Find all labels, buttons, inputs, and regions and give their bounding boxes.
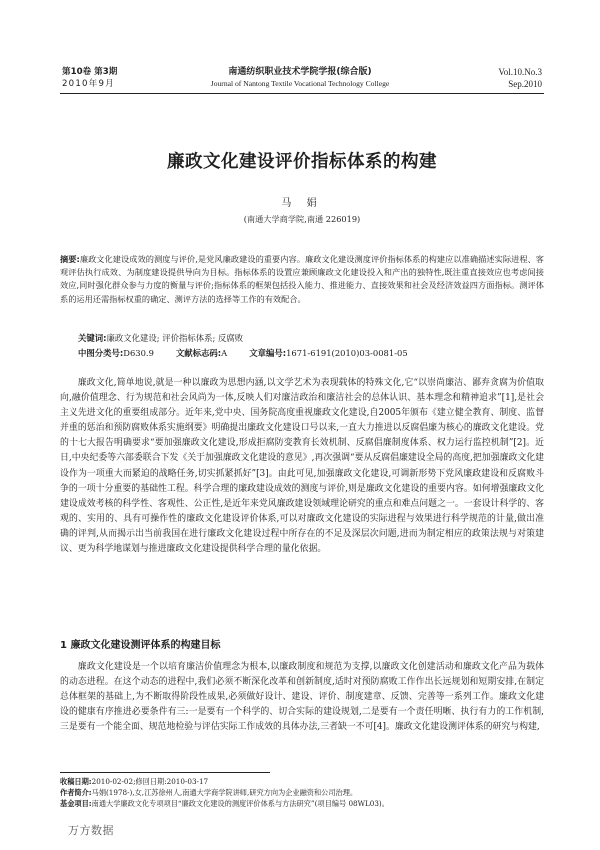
- article-number-value: 1671-6191(2010)03-0081-05: [286, 348, 408, 358]
- journal-name-en: Journal of Nantong Textile Vocational Technology College: [210, 79, 390, 88]
- paragraph-text: 廉政文化,简单地说,就是一种以廉政为思想内涵,以文学艺术为表现载体的特殊文化,它“以崇尚廉洁、鄙弃贪腐为价值取向,融价值理念、行为规范和社会风尚为一体,反映人们对廉洁政治和廉洁社会的总体认识、基本理念和精神追求”[1],是社会主义先进文化的重要组成部分。近年来,党中央、国务院高度重视廉政文化建设,自2005年颁布《建立健全教育、制度、监督并重的惩治和预防腐败体系实施纲要》明确提出廉政文化建设口号以来,一直大力推进以反腐倡廉为核心的廉政文化建设。党的十七大报告明确要求“要加强廉政文化建设,形成拒腐防变教育长效机制、反腐倡廉制度体系、权力运行监控机制”[2]。近日,中央纪委等六部委联合下发《关于加强廉政文化建设的意见》,再次强调“要从反腐倡廉建设全局的高度,把加强廉政文化建设作为一项重大而紧迫的战略任务,切实抓紧抓好”[3]。由此可见,加强廉政文化建设,可调新形势下党风廉政建设和反腐败斗争的一项十分重要的基础性工程。科学合理的廉政建设成效的测度与评价,则是廉政文化建设的重要内容。如何增强廉政文化建设成效考核的科学性、客观性、公正性,是近年来党风廉政建设领域理论研究的重点和难点问题之一。一套设计科学的、客观的、实用的、具有可操作性的廉政文化建设评价体系,可以对廉政文化建设的实际进程与效果进行科学规范的计量,做出准确的评判,从而揭示出当前我国在进行廉政文化建设过程中所存在的不足及深层次问题,进而为制定相应的政策法规与对策建议、更为科学地谋划与推进廉政文化建设提供科学合理的量化依据。: [60, 378, 544, 555]
- section-heading-1: 1 廉政文化建设测评体系的构建目标: [60, 640, 221, 651]
- author-bio-label: 作者简介:: [60, 788, 92, 798]
- classification-line: [78, 347, 408, 359]
- footnote-fund: [60, 798, 544, 809]
- abstract-label: 摘要:: [60, 254, 80, 264]
- header-right: [498, 66, 542, 90]
- keywords-label: 关键词:: [78, 333, 107, 343]
- volume-en: Vol.10.No.3: [498, 67, 542, 77]
- journal-name-cn: 南通纺织职业技术学院学报(综合版): [228, 67, 372, 77]
- issue-date: 2010年9月: [62, 79, 115, 89]
- keywords: [78, 332, 243, 344]
- header-left: [62, 66, 117, 90]
- body-paragraph-2: [60, 660, 544, 735]
- footnote-received: [60, 776, 544, 787]
- abstract-text: 廉政文化建设成效的测度与评价,是党风廉政建设的重要内容。廉政文化建设测度评价指标体系的构建应以准确描述实际进程、客观评估执行成效、为制度建设提供导向为目标。指标体系的设置应兼顾廉政文化建设投入和产出的独特性,既注重直接效应也考虑间接效应,同时强化群众参与力度的衡量与评价;指标体系的框架包括投入能力、推进能力、直接效果和社会及经济效益四方面指标。测评体系的运用还需指标权重的确定、测评方法的选择等工作的有效配合。: [60, 254, 544, 304]
- volume-issue: 第10卷 第3期: [62, 67, 118, 77]
- article-number-label: 文章编号:: [249, 348, 287, 358]
- fund-text: 南通大学廉政文化专项项目“廉政文化建设的测度评价体系与方法研究”(项目编号 08WL03)。: [91, 799, 389, 809]
- article-author: 马 娟: [281, 198, 323, 209]
- header-rule: [60, 93, 544, 94]
- author-affiliation: (南通大学商学院,南通 226019): [243, 214, 361, 224]
- doc-code-value: A: [221, 348, 228, 358]
- received-label: 收稿日期:: [60, 777, 92, 786]
- paragraph-text: 廉政文化建设是一个以培育廉洁价值理念为根本,以廉政制度和规范为支撑,以廉政文化创建活动和廉政文化产品为载体的动态进程。在这个动态的进程中,我们必须不断深化改革和创新制度,适时对预防腐败工作作出长远规划和短期安排,在制定总体框架的基础上,为不断取得阶段性成果,必须做好设计、建设、评价、制度建章、反馈、完善等一系列工作。廉政文化建设的健康有序推进必要条件有三:一是要有一个科学的、切合实际的建设规划,二是要有一个责任明晰、执行有力的工作机制,三是要有一个能全面、规范地检验与评估实际工作成效的具体办法,三者缺一不可[4]。廉政文化建设测评体系的研究与构建,: [60, 662, 544, 733]
- footnote-rule: [60, 772, 270, 773]
- clc-value: D630.9: [123, 348, 154, 358]
- footnote-author: [60, 787, 544, 798]
- article-title: 廉政文化建设评价指标体系的构建: [167, 152, 437, 172]
- received-text: 2010-02-02;修回日期:2010-03-17: [91, 777, 209, 786]
- author-bio-text: 马娟(1978-),女,江苏徐州人,南通大学商学院讲师,研究方向为企业融资和公司治理。: [91, 788, 358, 798]
- footnotes: [60, 776, 544, 810]
- keywords-text: 廉政文化建设; 评价指标体系; 反腐败: [106, 333, 244, 343]
- body-paragraph-1: [60, 376, 544, 557]
- date-en: Sep.2010: [508, 79, 542, 89]
- header-center: [180, 66, 420, 90]
- watermark: 万方数据: [68, 824, 114, 837]
- fund-label: 基金项目:: [60, 799, 92, 809]
- clc-label: 中图分类号:: [78, 348, 124, 358]
- abstract: [60, 253, 544, 306]
- doc-code-label: 文献标志码:: [175, 348, 222, 358]
